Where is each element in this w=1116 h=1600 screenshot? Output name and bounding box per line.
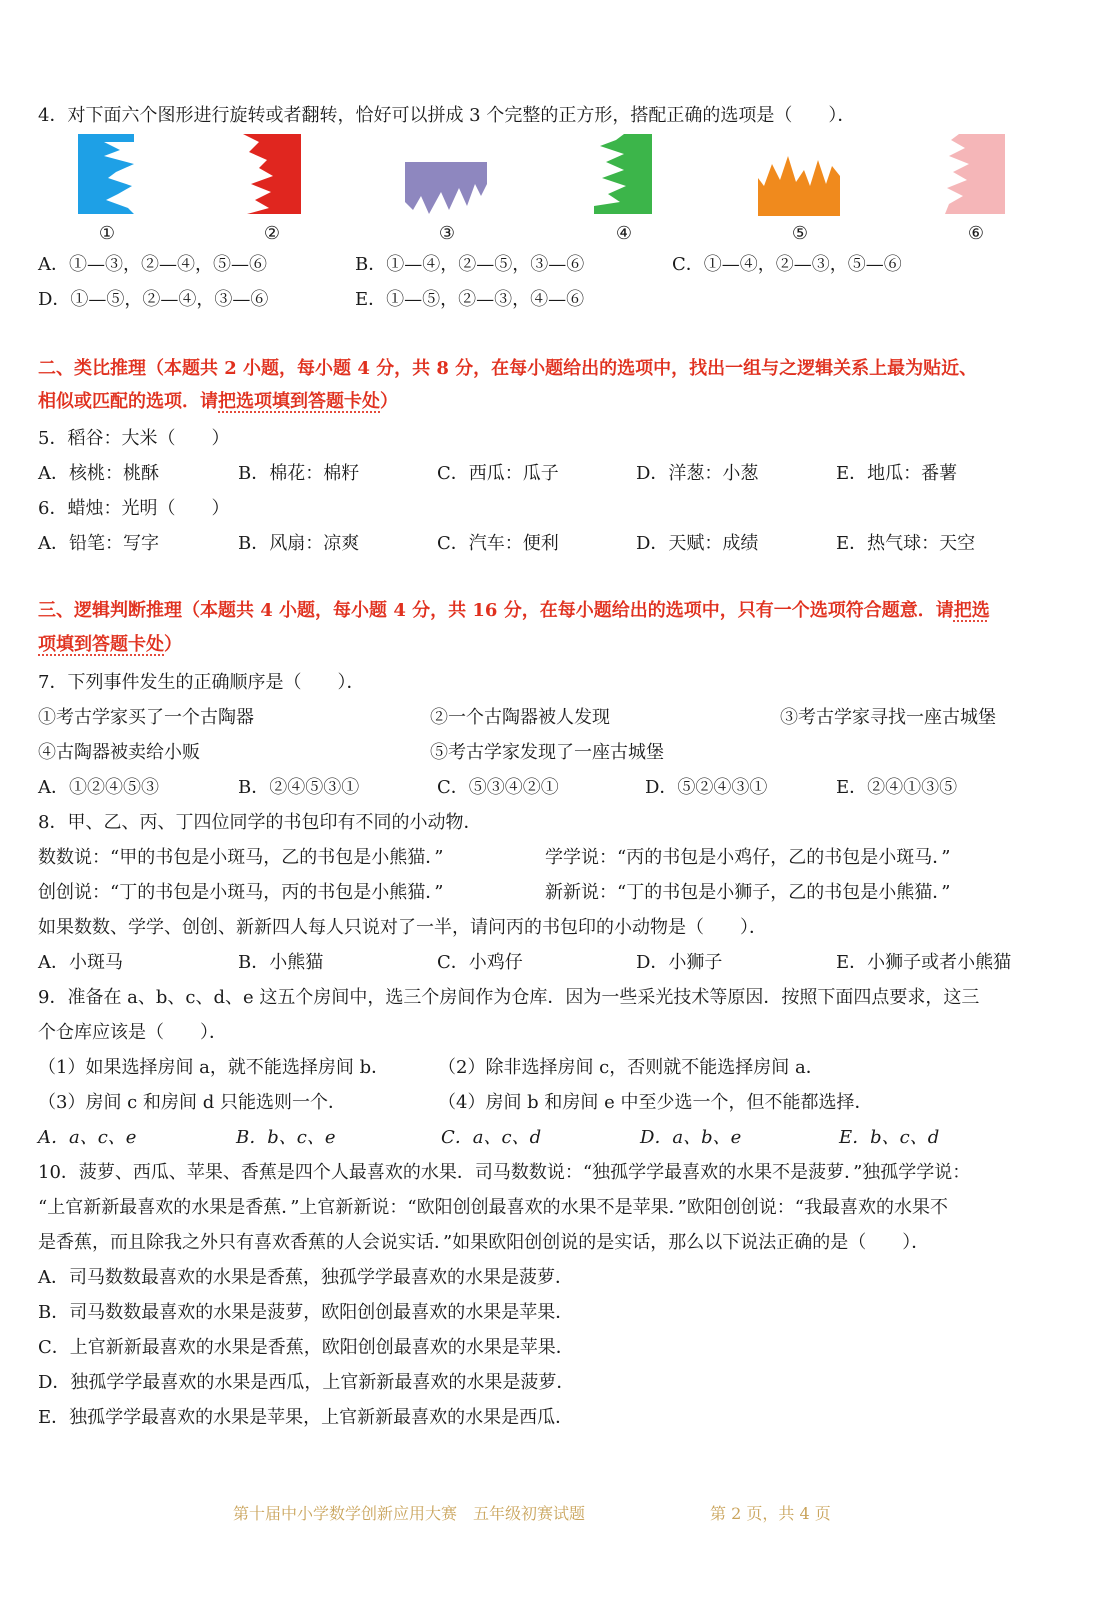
section3-heading-text: 三、逻辑判断推理（本题共 4 小题，每小题 4 分，共 16 分，在每小题给出的选项中，只有一个选项符合题意．请	[38, 600, 954, 621]
shape-4-fill	[594, 134, 652, 214]
q5-option-e[interactable]: E．地瓜：番薯	[836, 463, 958, 484]
footer-title: 第十届中小学数学创新应用大赛 五年级初赛试题	[233, 1504, 586, 1523]
q8-stem: 8．甲、乙、丙、丁四位同学的书包印有不同的小动物．	[38, 812, 482, 833]
shape-2-icon	[243, 134, 301, 216]
shape-5-icon	[758, 156, 840, 216]
q4-option-d[interactable]: D．①—⑤，②—④，③—⑥	[38, 289, 269, 310]
q4-option-c[interactable]: C．①—④，②—③，⑤—⑥	[672, 254, 902, 275]
q7-option-d[interactable]: D．⑤②④③①	[645, 777, 768, 798]
q5-option-b[interactable]: B．棉花：棉籽	[238, 463, 360, 484]
q9-condition-3: （3）房间 c 和房间 d 只能选则一个．	[38, 1092, 346, 1113]
q5-option-d[interactable]: D．洋葱：小葱	[636, 463, 759, 484]
q10-option-b[interactable]: B．司马数数最喜欢的水果是菠萝，欧阳创创最喜欢的水果是苹果．	[38, 1302, 574, 1323]
q5-option-a[interactable]: A．核桃：桃酥	[38, 463, 159, 484]
section2-heading-line2	[38, 390, 398, 414]
q10-stem-line2: “上官新新最喜欢的水果是香蕉．”上官新新说：“欧阳创创最喜欢的水果不是苹果．”欧阳创创说：“我最喜欢的水果不	[38, 1197, 949, 1218]
shape-label-5: ⑤	[791, 223, 809, 244]
q8-statement-chuangchuang: 创创说：“丁的书包是小斑马，丙的书包是小熊猫．”	[38, 882, 444, 903]
section2-close-paren: ）	[380, 391, 398, 412]
q4-option-a[interactable]: A．①—③，②—④，⑤—⑥	[38, 254, 267, 275]
q8-option-a[interactable]: A．小斑马	[38, 952, 123, 973]
shape-label-4: ④	[615, 223, 633, 244]
shape-label-1: ①	[98, 223, 116, 244]
q6-option-c[interactable]: C．汽车：便利	[437, 533, 559, 554]
q8-statement-xinxin: 新新说：“丁的书包是小狮子，乙的书包是小熊猫．”	[545, 882, 951, 903]
q7-event-1: ①考古学家买了一个古陶器	[38, 707, 254, 728]
q8-question: 如果数数、学学、创创、新新四人每人只说对了一半，请问丙的书包印的小动物是（ ）．	[38, 917, 767, 938]
q4-option-b[interactable]: B．①—④，②—⑤，③—⑥	[355, 254, 585, 275]
q9-condition-2: （2）除非选择房间 c，否则就不能选择房间 a．	[438, 1057, 824, 1078]
q10-option-e[interactable]: E．独孤学学最喜欢的水果是苹果，上官新新最喜欢的水果是西瓜．	[38, 1407, 574, 1428]
shape-3-icon	[405, 162, 487, 216]
q10-option-a[interactable]: A．司马数数最喜欢的水果是香蕉，独孤学学最喜欢的水果是菠萝．	[38, 1267, 573, 1288]
q7-event-3: ③考古学家寻找一座古城堡	[780, 707, 996, 728]
q10-option-d[interactable]: D．独孤学学最喜欢的水果是西瓜，上官新新最喜欢的水果是菠萝．	[38, 1372, 575, 1393]
shape-4-icon	[594, 134, 652, 216]
shape-1-icon	[78, 134, 136, 216]
q6-option-d[interactable]: D．天赋：成绩	[636, 533, 759, 554]
q7-option-e[interactable]: E．②④①③⑤	[836, 777, 958, 798]
q4-option-e[interactable]: E．①—⑤，②—③，④—⑥	[355, 289, 585, 310]
q9-condition-4: （4）房间 b 和房间 e 中至少选一个，但不能都选择．	[438, 1092, 873, 1113]
section3-heading-line1	[38, 599, 990, 623]
q9-stem-line1: 9．准备在 a、b、c、d、e 这五个房间中，选三个房间作为仓库．因为一些采光技术等原因．按照下面四点要求，这三	[38, 987, 980, 1008]
section2-heading-line1: 二、类比推理（本题共 2 小题，每小题 4 分，共 8 分，在每小题给出的选项中，找出一组与之逻辑关系上最为贴近、	[38, 358, 978, 379]
q9-stem-line2: 个仓库应该是（ ）．	[38, 1022, 227, 1043]
q8-statement-xuexue: 学学说：“丙的书包是小鸡仔，乙的书包是小斑马．”	[545, 847, 951, 868]
q9-option-b[interactable]: B．b、c、e	[236, 1127, 336, 1148]
q9-condition-1: （1）如果选择房间 a，就不能选择房间 b．	[38, 1057, 390, 1078]
section3-emphasis-b: 项填到答题卡处	[38, 634, 164, 655]
q9-option-e[interactable]: E．b、c、d	[839, 1127, 940, 1148]
shape-1-fill	[78, 134, 134, 214]
q8-option-e[interactable]: E．小狮子或者小熊猫	[836, 952, 1012, 973]
q6-option-b[interactable]: B．风扇：凉爽	[238, 533, 360, 554]
q8-option-c[interactable]: C．小鸡仔	[437, 952, 523, 973]
section3-close-paren: ）	[164, 634, 182, 655]
shape-2-fill	[243, 134, 301, 214]
footer-page-number: 第 2 页，共 4 页	[710, 1504, 831, 1523]
q10-option-c[interactable]: C．上官新新最喜欢的水果是香蕉，欧阳创创最喜欢的水果是苹果．	[38, 1337, 574, 1358]
q7-option-a[interactable]: A．①②④⑤③	[38, 777, 159, 798]
q6-option-a[interactable]: A．铅笔：写字	[38, 533, 159, 554]
q8-option-d[interactable]: D．小狮子	[636, 952, 723, 973]
q7-option-b[interactable]: B．②④⑤③①	[238, 777, 360, 798]
section2-heading-text: 相似或匹配的选项．请	[38, 391, 218, 412]
q10-stem-line1: 10．菠萝、西瓜、苹果、香蕉是四个人最喜欢的水果．司马数数说：“独孤学学最喜欢的水果不是菠萝．”独孤学学说：	[38, 1162, 971, 1183]
shape-label-2: ②	[263, 223, 281, 244]
shape-label-3: ③	[438, 223, 456, 244]
q6-option-e[interactable]: E．热气球：天空	[836, 533, 976, 554]
q7-stem: 7．下列事件发生的正确顺序是（ ）．	[38, 672, 365, 693]
q4-stem: 4．对下面六个图形进行旋转或者翻转，恰好可以拼成 3 个完整的正方形，搭配正确的选项是（ ）．	[38, 105, 856, 126]
q7-event-4: ④古陶器被卖给小贩	[38, 742, 200, 763]
q7-option-c[interactable]: C．⑤③④②①	[437, 777, 559, 798]
q9-option-c[interactable]: C．a、c、d	[441, 1127, 542, 1148]
q5-stem: 5．稻谷：大米（ ）	[38, 428, 230, 449]
q9-option-a[interactable]: A．a、c、e	[38, 1127, 137, 1148]
section2-emphasis: 把选项填到答题卡处	[218, 391, 380, 412]
q6-stem: 6．蜡烛：光明（ ）	[38, 498, 230, 519]
shape-6-fill	[945, 134, 1005, 214]
shape-label-6: ⑥	[967, 223, 985, 244]
section3-emphasis-a: 把选	[953, 600, 990, 621]
section3-heading-line2	[38, 633, 182, 657]
shape-6-icon	[945, 134, 1005, 216]
q7-event-2: ②一个古陶器被人发现	[430, 707, 610, 728]
q9-option-d[interactable]: D．a、b、e	[640, 1127, 742, 1148]
q10-stem-line3: 是香蕉，而且除我之外只有喜欢香蕉的人会说实话．”如果欧阳创创说的是实话，那么以下说法正确的是（ ）．	[38, 1232, 930, 1253]
q5-option-c[interactable]: C．西瓜：瓜子	[437, 463, 559, 484]
q8-option-b[interactable]: B．小熊猫	[238, 952, 324, 973]
q7-event-5: ⑤考古学家发现了一座古城堡	[430, 742, 664, 763]
q8-statement-shushu: 数数说：“甲的书包是小斑马，乙的书包是小熊猫．”	[38, 847, 444, 868]
shape-5-fill	[758, 156, 840, 216]
shape-3-fill	[405, 162, 487, 214]
